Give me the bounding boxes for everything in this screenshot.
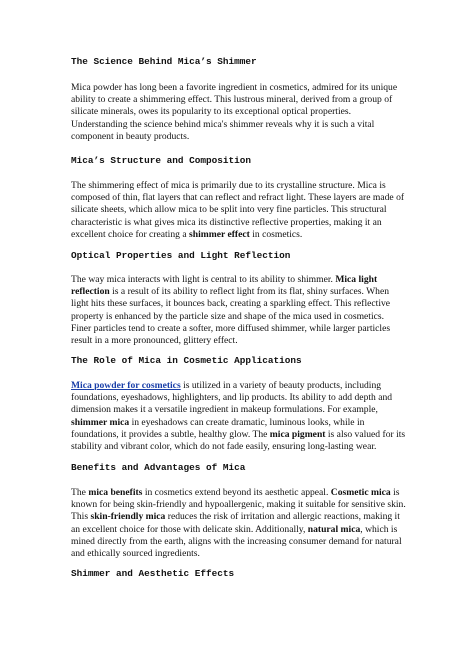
bold-term: mica benefits — [88, 487, 143, 498]
bold-term: shimmer effect — [189, 228, 250, 240]
section-heading-optical: Optical Properties and Light Reflection — [71, 250, 291, 261]
text-run: in eyeshadows can create dramatic, luminous looks, while in foundations, it provides a subtle, healthy glow. The — [71, 416, 365, 440]
text-run: reduces the risk of irritation and allergic reactions, making it an excellent choice for those with delicate skin. Additionally, — [71, 511, 400, 535]
mica-powder-link[interactable]: Mica powder for cosmetics — [71, 380, 181, 391]
bold-term: Cosmetic mica — [330, 487, 391, 498]
bold-term: mica pigment — [269, 428, 326, 440]
text-run: The way mica interacts with light is central to its ability to shimmer. — [71, 274, 336, 285]
bold-term: Mica light reflection — [71, 274, 378, 298]
document-title: The Science Behind Mica’s Shimmer — [71, 56, 257, 67]
benefits-paragraph — [71, 487, 406, 560]
text-run: in cosmetics. — [249, 228, 303, 240]
role-paragraph — [71, 380, 406, 453]
section-heading-role: The Role of Mica in Cosmetic Applications — [71, 355, 302, 366]
text-run: , which is mined directly from the earth, aligns with the increasing consumer demand for natural and ethically sourced ingredients. — [71, 523, 402, 560]
text-run: is utilized in a variety of beauty products, including foundations, eyeshadows, highlighters, and lip products. Its ability to add depth and dimension makes it a versatile ingredient in makeup formulations. For example, — [71, 380, 393, 416]
text-run: is also valued for its stability and vibrant color, which do not fade easily, ensuring long-lasting wear. — [71, 428, 406, 453]
intro-paragraph: Mica powder has long been a favorite ingredient in cosmetics, admired for its unique ability to create a shimmering effect. This lustrous mineral, derived from a group of silicate minerals, owes its popularity to its exceptional optical properties. Understanding the science behind mica's shimmer reveals why it is such a vital component in beauty products. — [71, 82, 398, 142]
text-run: The shimmering effect of mica is primarily due to its crystalline structure. Mica is composed of thin, flat layers that can reflect and refract light. These layers are made of silicate sheets, which allow mica to be split into very fine particles. This structural characteristic is what gives mica its distinctive reflective properties, making it an excellent choice for creating a — [71, 180, 405, 240]
bold-term: skin-friendly mica — [90, 511, 166, 523]
text-run: The — [71, 487, 89, 498]
section-heading-shimmer: Shimmer and Aesthetic Effects — [71, 568, 235, 579]
text-run: is a result of its ability to reflect light from its flat, shiny surfaces. When light hits these surfaces, it bounces back, creating a sparkling effect. This reflective property is enhanced by the particle size and shape of the mica used in cosmetics. Finer particles tend to create a softer, more diffused shimmer, while larger particles result in a more pronounced, glittery effect. — [71, 286, 391, 347]
text-run: is known for being skin-friendly and hypoallergenic, making it suitable for sensitive skin. This — [71, 487, 406, 523]
bold-term: shimmer mica — [71, 416, 130, 428]
text-run: in cosmetics extend beyond its aesthetic appeal. — [142, 487, 331, 498]
bold-term: natural mica — [307, 523, 361, 535]
structure-paragraph — [71, 180, 406, 241]
section-heading-structure: Mica’s Structure and Composition — [71, 155, 252, 166]
optical-paragraph — [71, 274, 406, 347]
section-heading-benefits: Benefits and Advantages of Mica — [71, 462, 246, 473]
